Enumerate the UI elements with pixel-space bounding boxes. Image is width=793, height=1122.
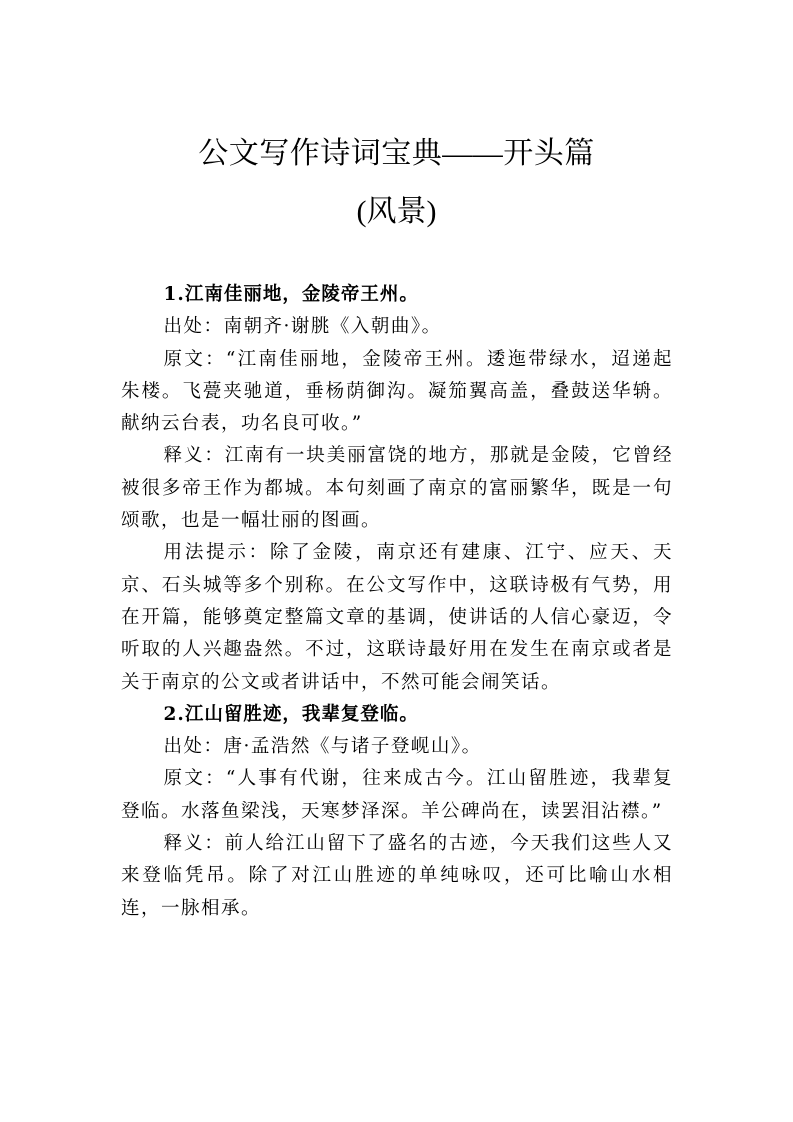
document-body (121, 279, 673, 925)
document-subtitle: (风景) (356, 195, 437, 228)
section-2-source: 出处：唐·孟浩然《与诸子登岘山》。 (163, 736, 482, 758)
section-1-usage: 用法提示：除了金陵，南京还有建康、江宁、应天、天京、石头城等多个别称。在公文写作中，这联诗极有气势，用在开篇，能够奠定整篇文章的基调，使讲话的人信心豪迈，令听取的人兴趣盎然。不过，这联诗最好用在发生在南京或者是关于南京的公文或者讲话中，不然可能会闹笑话。 (121, 542, 673, 693)
section-1-original: 原文：“江南佳丽地，金陵帝王州。逶迤带绿水，迢递起朱楼。飞甍夹驰道，垂杨荫御沟。凝笳翼高盖，叠鼓送华辀。献纳云台表，功名良可收。” (121, 348, 673, 435)
section-1-heading: 1.江南佳丽地，金陵帝王州。 (163, 284, 419, 305)
section-1-meaning: 释义：江南有一块美丽富饶的地方，那就是金陵，它曾经被很多帝王作为都城。本句刻画了南京的富丽繁华，既是一句颂歌，也是一幅壮丽的图画。 (121, 445, 673, 532)
section-2-heading: 2.江山留胜迹，我辈复登临。 (163, 703, 419, 725)
section-2-original: 原文：“人事有代谢，往来成古今。江山留胜迹，我辈复登临。水落鱼梁浅，天寒梦泽深。羊公碑尚在，读罢泪沾襟。” (121, 768, 673, 822)
document-title: 公文写作诗词宝典——开头篇 (198, 137, 595, 170)
section-1-source: 出处：南朝齐·谢朓《入朝曲》。 (163, 316, 442, 338)
section-2-meaning: 释义：前人给江山留下了盛名的古迹，今天我们这些人又来登临凭吊。除了对江山胜迹的单纯咏叹，还可比喻山水相连，一脉相承。 (121, 833, 673, 919)
